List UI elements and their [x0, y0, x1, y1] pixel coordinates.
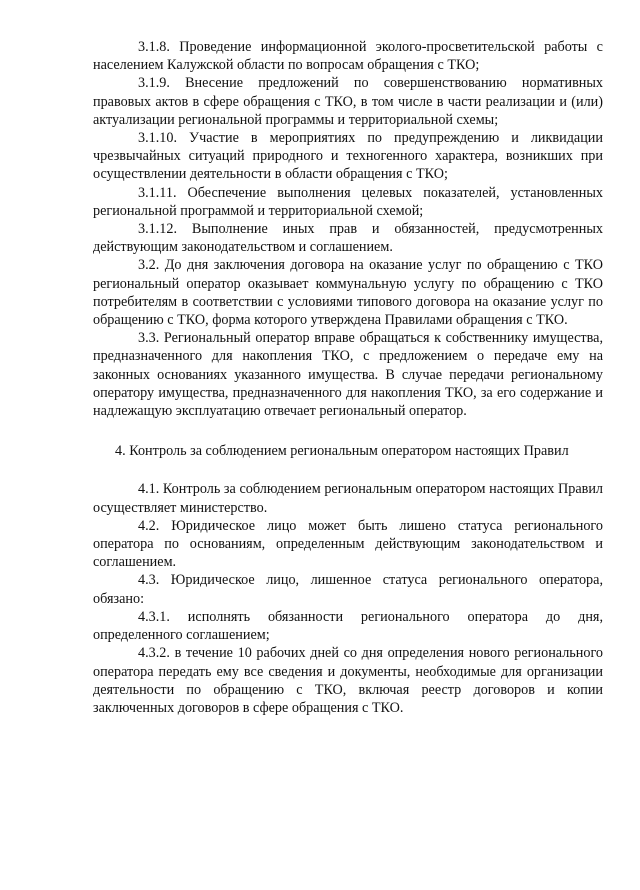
- paragraph-4-1: 4.1. Контроль за соблюдением региональным оператором настоящих Правил осуществляет министерство.: [93, 481, 603, 516]
- paragraph-3-1-8: 3.1.8. Проведение информационной эколого-просветительской работы с населением Калужской области по вопросам обращения с ТКО;: [93, 39, 603, 74]
- paragraph-3-3: 3.3. Региональный оператор вправе обращаться к собственнику имущества, предназначенного для накопления ТКО, с предложением о передаче ему на законных основаниях указанного имущества. В случае передачи региональному оператору имущества, предназначенного для накопления ТКО, за его содержание и надлежащую эксплуатацию отвечает региональный оператор.: [93, 330, 603, 420]
- paragraph-4-3-1: 4.3.1. исполнять обязанности регионального оператора до дня, определенного соглашением;: [93, 608, 603, 644]
- section-heading-4: 4. Контроль за соблюдением региональным оператором настоящих Правил: [115, 443, 569, 460]
- paragraph-3-1-9: 3.1.9. Внесение предложений по совершенствованию нормативных правовых актов в сфере обращения с ТКО, в том числе в части реализации и (или) актуализации региональной программы и территориальной схемы;: [93, 75, 603, 128]
- paragraph-4-3: 4.3. Юридическое лицо, лишенное статуса регионального оператора, обязано:: [93, 572, 603, 607]
- paragraph-3-1-12: 3.1.12. Выполнение иных прав и обязанностей, предусмотренных действующим законодательством и соглашением.: [93, 221, 603, 256]
- document-body: [93, 38, 603, 717]
- paragraph-4-3-2: 4.3.2. в течение 10 рабочих дней со дня определения нового регионального оператора передать ему все сведения и документы, необходимые для организации деятельности по обращению с ТКО, включая реестр договоров и копии заключенных договоров в сфере обращения с ТКО.: [93, 645, 603, 716]
- paragraph-3-1-11: 3.1.11. Обеспечение выполнения целевых показателей, установленных региональной программой и территориальной схемой;: [93, 184, 603, 219]
- paragraph-4-2: 4.2. Юридическое лицо может быть лишено статуса регионального оператора по основаниям, определенным действующим законодательством и соглашением.: [93, 517, 603, 571]
- paragraph-3-1-10: 3.1.10. Участие в мероприятиях по предупреждению и ликвидации чрезвычайных ситуаций природного и техногенного характера, возникших при осуществлении деятельности в области обращения с ТКО;: [93, 130, 603, 183]
- paragraph-3-2: 3.2. До дня заключения договора на оказание услуг по обращению с ТКО региональный оператор оказывает коммунальную услугу по обращению с ТКО потребителям в соответствии с условиями типового договора на оказание услуг по обращению с ТКО, форма которого утверждена Правилами обращения с ТКО.: [93, 257, 603, 329]
